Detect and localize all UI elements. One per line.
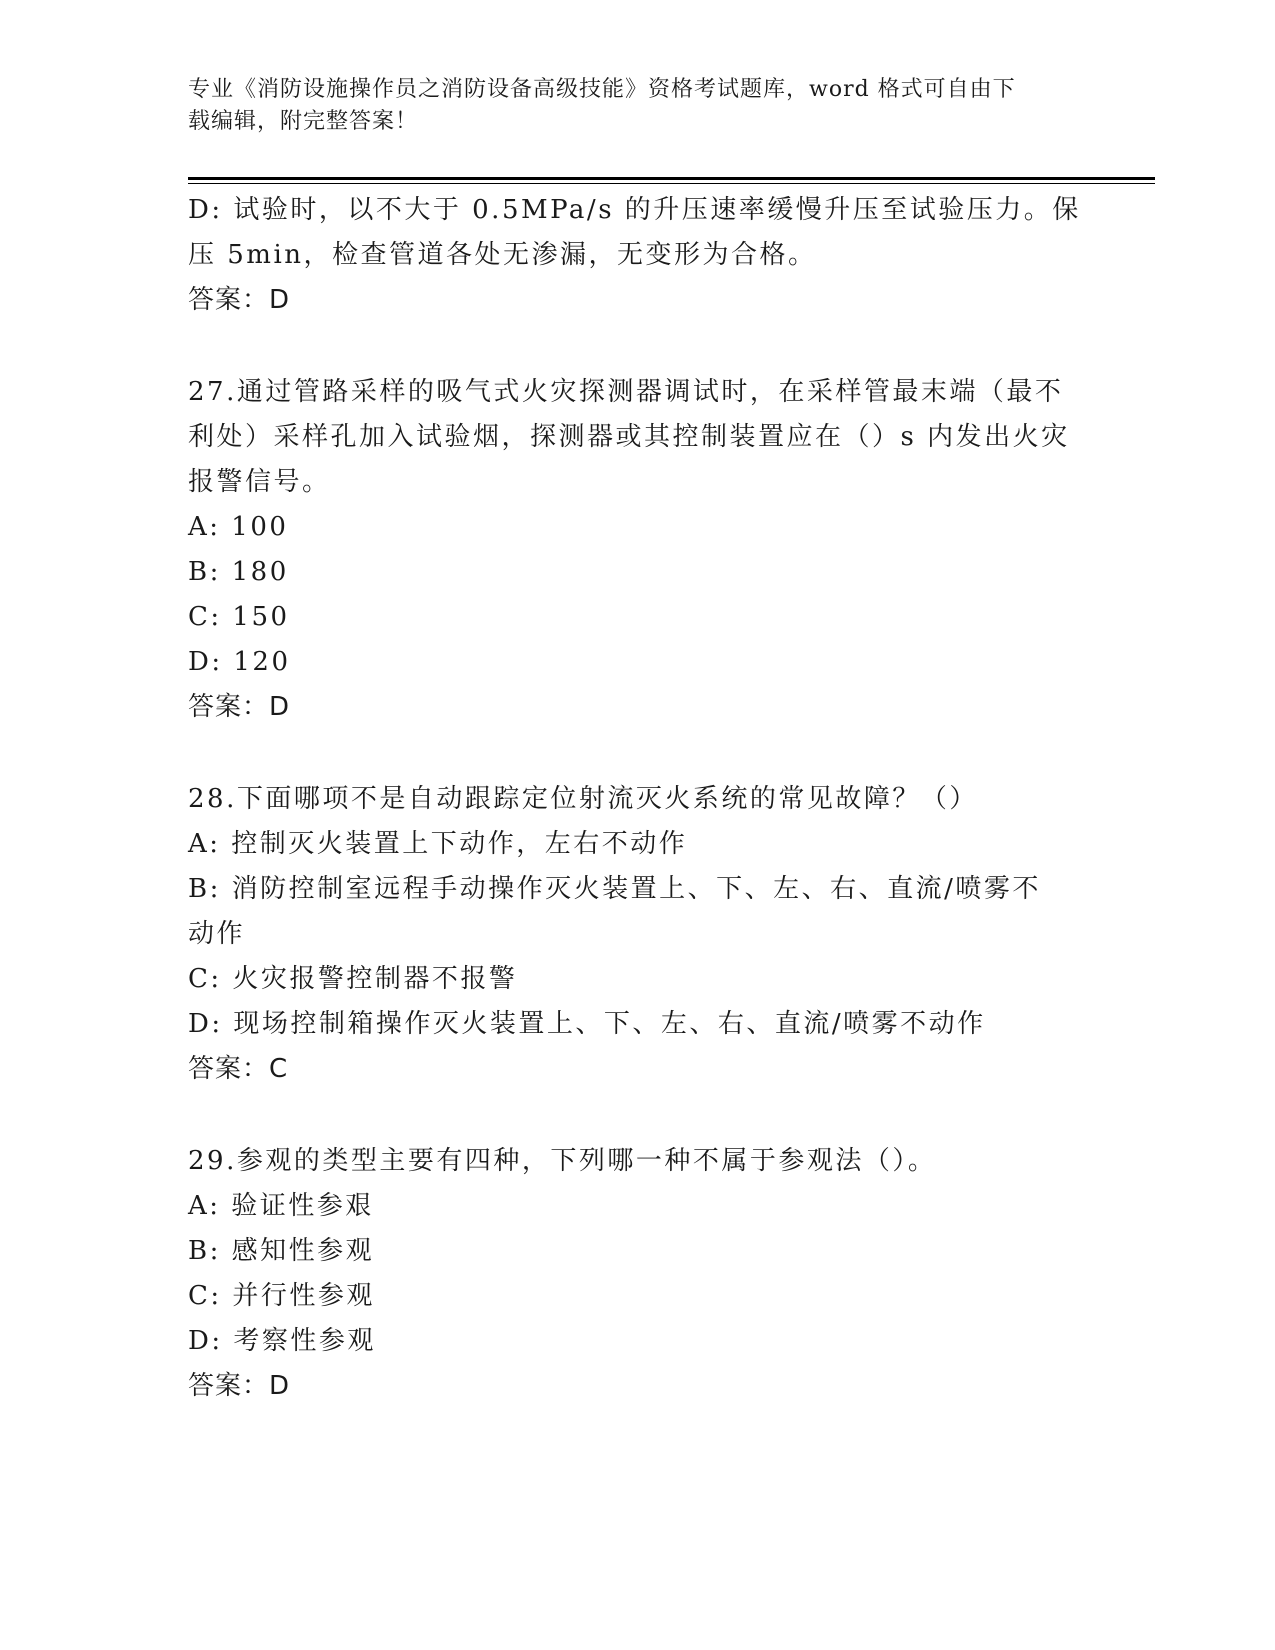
question-text-line-1: 27.通过管路采样的吸气式火灾探测器调试时，在采样管最末端（最不: [188, 377, 1064, 407]
option-b-line-1: B: 消防控制室远程手动操作灭火装置上、下、左、右、直流/喷雾不: [188, 874, 1041, 904]
option-d: D: 考察性参观: [188, 1326, 376, 1356]
question-text-line-1: 28.下面哪项不是自动跟踪定位射流灭火系统的常见故障？（）: [188, 784, 978, 814]
header-line-1: 专业《消防设施操作员之消防设备高级技能》资格考试题库，word 格式可自由下: [188, 77, 1016, 102]
question-28: [188, 777, 1088, 1092]
option-d-line-1: D: 试验时，以不大于 0.5MPa/s 的升压速率缓慢升压至试验压力。保: [188, 195, 1081, 225]
header-line-2: 载编辑，附完整答案！: [188, 109, 419, 134]
option-d: D: 现场控制箱操作灭火装置上、下、左、右、直流/喷雾不动作: [188, 1009, 986, 1039]
option-d: D: 120: [188, 647, 291, 677]
question-27: [188, 370, 1088, 730]
option-b-line-2: 动作: [188, 919, 246, 949]
option-c: C: 并行性参观: [188, 1281, 375, 1311]
header-rule-thick: [188, 177, 1155, 180]
option-d-line-2: 压 5min，检查管道各处无渗漏，无变形为合格。: [188, 240, 817, 270]
spacer: [188, 1092, 1088, 1139]
question-text-line-3: 报警信号。: [188, 467, 331, 497]
question-text-line-1: 29.参观的类型主要有四种，下列哪一种不属于参观法（）。: [188, 1146, 937, 1176]
option-b: B: 感知性参观: [188, 1236, 375, 1266]
document-header: [188, 74, 1068, 138]
answer-label: 答案：D: [188, 692, 291, 722]
answer-label: 答案：D: [188, 1371, 291, 1401]
header-rule-thin: [188, 183, 1155, 184]
question-29: [188, 1139, 1088, 1409]
spacer: [188, 730, 1088, 777]
spacer: [188, 323, 1088, 370]
option-a: A: 验证性参艰: [188, 1191, 374, 1221]
answer-label: 答案：C: [188, 1054, 289, 1084]
option-c: C: 火灾报警控制器不报警: [188, 964, 518, 994]
answer-label: 答案：D: [188, 285, 291, 315]
option-c: C: 150: [188, 602, 290, 632]
option-a: A: 控制灭火装置上下动作，左右不动作: [188, 829, 688, 859]
option-b: B: 180: [188, 557, 289, 587]
question-list: [188, 188, 1088, 1409]
option-a: A: 100: [188, 512, 289, 542]
question-26-continuation: [188, 188, 1088, 323]
question-text-line-2: 利处）采样孔加入试验烟，探测器或其控制装置应在（）s 内发出火灾: [188, 422, 1070, 452]
